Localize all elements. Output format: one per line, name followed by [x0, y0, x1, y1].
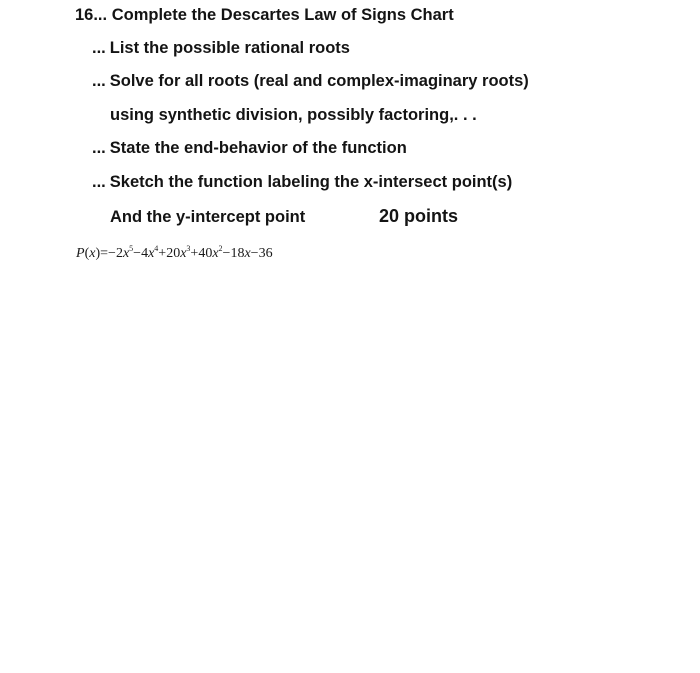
equals-sign: =: [100, 246, 109, 261]
instruction-item: [92, 172, 512, 192]
term-sign: −: [250, 246, 259, 261]
instruction-text: And the y-intercept point: [110, 208, 306, 226]
term-coefficient: 36: [258, 246, 273, 261]
function-name: P: [76, 246, 85, 261]
polynomial-term: [190, 246, 222, 261]
points-label: 20 points: [379, 206, 459, 226]
term-sign: +: [158, 246, 167, 261]
polynomial-term: [158, 246, 190, 261]
term-sign: −: [133, 246, 142, 261]
problem-heading: [75, 5, 454, 25]
term-coefficient: 2: [115, 246, 123, 261]
problem-title: Complete the Descartes Law of Signs Chart: [111, 6, 454, 24]
instruction-item: [92, 138, 407, 158]
instruction-text: State the end-behavior of the function: [109, 139, 407, 157]
polynomial-term: [133, 246, 158, 261]
term-exponent: 5: [129, 244, 134, 253]
term-coefficient: 18: [230, 246, 245, 261]
term-exponent: 2: [218, 244, 223, 253]
bullet-marker: ...: [92, 72, 106, 90]
instruction-text: using synthetic division, possibly factoring,. . .: [110, 106, 477, 124]
polynomial-term: [223, 246, 251, 261]
term-exponent: 4: [154, 244, 159, 253]
term-coefficient: 40: [198, 246, 213, 261]
term-variable: x: [180, 246, 187, 261]
bullet-marker: ...: [92, 139, 106, 157]
term-list: [108, 246, 273, 261]
instruction-item: [92, 38, 350, 58]
instruction-text: List the possible rational roots: [109, 39, 350, 57]
term-variable: x: [212, 246, 219, 261]
polynomial-term: [108, 246, 133, 261]
term-sign: −: [108, 246, 116, 261]
instruction-text: Solve for all roots (real and complex-imaginary roots): [109, 72, 529, 90]
term-coefficient: 20: [166, 246, 181, 261]
term-variable: x: [122, 246, 130, 261]
polynomial-term: [251, 246, 273, 261]
problem-number: 16...: [75, 6, 108, 24]
term-variable: x: [148, 246, 155, 261]
polynomial-formula: $P(x)=-2x^5-4x^4+20x^3+40x^2-18x-36$: [76, 244, 273, 261]
instruction-item: [92, 71, 529, 91]
function-variable: x: [89, 246, 96, 261]
instruction-text: Sketch the function labeling the x-intersect point(s): [109, 173, 513, 191]
term-sign: +: [190, 246, 199, 261]
term-sign: −: [222, 246, 231, 261]
bullet-marker: ...: [92, 173, 106, 191]
instruction-continuation: [110, 105, 477, 125]
bullet-marker: ...: [92, 39, 106, 57]
instruction-continuation: [110, 207, 305, 227]
term-variable: x: [244, 246, 251, 261]
term-exponent: 3: [186, 244, 191, 253]
term-coefficient: 4: [141, 246, 149, 261]
